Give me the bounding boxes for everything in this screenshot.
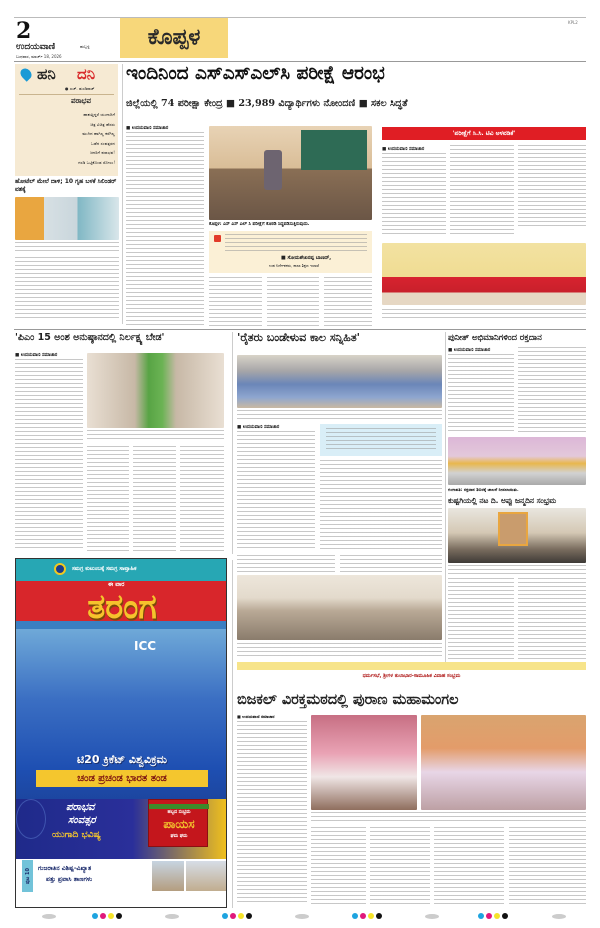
pm15-body-col-4 bbox=[180, 446, 224, 551]
camel-photo bbox=[186, 861, 226, 891]
section-title: ಕೊಪ್ಪಳ bbox=[147, 25, 201, 50]
registration-oval bbox=[42, 914, 56, 919]
registration-oval bbox=[425, 914, 439, 919]
column-rule bbox=[232, 332, 233, 554]
pm15-body-col-1 bbox=[15, 359, 83, 551]
yellow-band bbox=[237, 662, 586, 670]
leaf-decoration bbox=[149, 804, 209, 809]
appu-photo-caption bbox=[448, 565, 586, 575]
bijakal-photo-1 bbox=[311, 715, 417, 810]
magenta-dot bbox=[486, 913, 492, 919]
magenta-dot bbox=[360, 913, 366, 919]
pm15-body-col-3 bbox=[133, 446, 176, 551]
puneeth-photo bbox=[448, 437, 586, 485]
pm15-byline: ■ ಉದಯವಾಣಿ ಸಮಾಚಾರ bbox=[15, 353, 58, 358]
appu-headline: ಕುಷ್ಟಗಿಯಲ್ಲಿ ನಟ ದಿ. ಅಪ್ಪು ಜನ್ಮದಿನ ಸಂಭ್ರಮ bbox=[448, 496, 557, 505]
cctv-photo-caption bbox=[382, 309, 586, 319]
magenta-dot bbox=[230, 913, 236, 919]
cctv-body-col-3 bbox=[518, 145, 586, 229]
gujarat-line-1: ಗುಜರಾತಿನ ವಿಶಿಷ್ಟ-ವಿಖ್ಯಾತ bbox=[38, 865, 92, 872]
section-banner bbox=[120, 18, 228, 58]
police-photo-caption bbox=[237, 643, 442, 657]
payasa-top: ಹಬ್ಬದ ಸಂಭ್ರಮ bbox=[167, 810, 191, 815]
bijakal-body-col-5 bbox=[509, 827, 586, 905]
ad-team-line: ಚಂಡ ಪ್ರಚಂಡ ಭಾರತ ತಂಡ bbox=[36, 770, 208, 787]
color-registration-marks bbox=[352, 913, 382, 919]
pm15-photo-caption bbox=[87, 430, 224, 440]
gas-photo-caption bbox=[15, 242, 119, 254]
cctv-byline: ■ ಉದಯವಾಣಿ ಸಮಾಚಾರ bbox=[382, 147, 425, 152]
registration-oval bbox=[552, 914, 566, 919]
lead-body-col-1 bbox=[126, 132, 204, 328]
gujarat-line-2: ಪತ್ತು ಪ್ರವಾಸಿ ತಾಣಗಳು bbox=[46, 876, 93, 883]
lead-subhead: ಜಿಲ್ಲೆಯಲ್ಲಿ 74 ಪರೀಕ್ಷಾ ಕೇಂದ್ರ ■ 23,989 ವಿದ್ಯಾರ್ಥಿಗಳು ನೋಂದಣಿ ■ ಸಕಲ ಸಿದ್ಧತೆ bbox=[126, 98, 408, 109]
lead-body-col-2 bbox=[209, 277, 262, 327]
puneeth-photo-caption: ಗಂಗಾವತಿ: ರಕ್ತದಾನ ಶಿಬಿರಕ್ಕೆ ಚಾಲನೆ ನೀಡಲಾಯಿತು. bbox=[448, 487, 519, 492]
cyan-dot bbox=[92, 913, 98, 919]
payasa-bottom: ಘಮ ಘಮ bbox=[170, 834, 188, 839]
payasa-box bbox=[148, 799, 208, 847]
cctv-body-col-1 bbox=[382, 153, 446, 237]
pm15-body-col-2 bbox=[87, 446, 129, 551]
issue-date: ಬುಧವಾರ, ಮಾರ್ಚ್ 18, 2026 bbox=[16, 54, 62, 59]
bijakal-kicker: ಧರ್ಮಸಭೆ, ಶ್ರೀಗಳ ತುಲಾಭಾರ-ಸಾಮೂಹಿಕ ವಿವಾಹ ಸಂಭ್ರಮ bbox=[362, 673, 461, 679]
appu-photo bbox=[448, 508, 586, 563]
masthead-rule bbox=[14, 61, 586, 62]
farmers-body-col-3 bbox=[237, 555, 335, 572]
statue-photo bbox=[152, 861, 184, 891]
edition-tag: ಹುಬ್ಬಳ್ಳಿ bbox=[80, 44, 90, 49]
section-rule bbox=[14, 329, 586, 330]
police-meeting-photo bbox=[237, 575, 442, 640]
farmers-body-col-1 bbox=[237, 431, 315, 551]
color-registration-marks bbox=[222, 913, 252, 919]
page-number: 2 bbox=[16, 18, 32, 44]
poem-line: ಮುಗಿದ ಹಾಗಿಲ್ಲ ಕರೆಗಿಲ್ಲ bbox=[82, 131, 115, 137]
pm15-meeting-photo bbox=[87, 353, 224, 428]
poem-line: ಒಡೆದ ಸಂವತ್ಸರದ bbox=[91, 140, 115, 146]
ad-cricket-line: ಟಿ20 ಕ್ರಿಕೆಟ್ ವಿಶ್ವವಿಕ್ರಮ bbox=[77, 753, 167, 766]
gas-headline: ಹೋಟೆಲ್ ಮೇಲೆ ದಾಳಿ; 10 ಗೃಹ ಬಳಕೆ ಸಿಲಿಂಡರ್ ವಶಕ್ಕೆ bbox=[15, 178, 117, 193]
puneeth-byline: ■ ಉದಯವಾಣಿ ಸಮಾಚಾರ bbox=[448, 348, 491, 353]
taranga-advertisement[interactable] bbox=[15, 558, 227, 908]
puneeth-body-col-1 bbox=[448, 354, 514, 434]
poem-line: ಗರಡಿ ಒಟ್ಟಿಕೊಂಡ ಸೋಲು! bbox=[78, 159, 115, 165]
lead-photo-caption: ಕೊಪ್ಪಳ: ಎಸ್ ಎಸ್ ಎಲ್ ಸಿ ಪರೀಕ್ಷೆಗೆ ಕೊಠಡಿ ಸಿದ್ಧಪಡಿಸುತ್ತಿರುವುದು. bbox=[209, 222, 310, 227]
farmers-byline: ■ ಉದಯವಾಣಿ ಸಮಾಚಾರ bbox=[237, 425, 280, 430]
hani-dani-box bbox=[15, 64, 118, 176]
farmers-body-col-4 bbox=[340, 555, 442, 572]
lead-body-col-3 bbox=[267, 277, 319, 327]
ugadi-bhavishya: ಯುಗಾದಿ ಭವಿಷ್ಯ bbox=[52, 830, 101, 840]
poem-line: ಚಿತ್ರ ವಿಚಿತ್ರ ಹೆಸರು bbox=[90, 121, 115, 127]
highlight-text bbox=[326, 428, 436, 452]
yellow-dot bbox=[368, 913, 374, 919]
hani-dani-title-1: ಹನಿ bbox=[37, 65, 56, 83]
ad-brand: ತರಂಗ bbox=[87, 587, 157, 627]
magenta-dot bbox=[100, 913, 106, 919]
poem-line: ಜನರಿಗೆ ಪರಾಭವ! bbox=[90, 150, 115, 156]
yellow-dot bbox=[108, 913, 114, 919]
puneeth-body-col-2 bbox=[518, 347, 586, 434]
pm15-headline: 'ಪಿಎಂ 15 ಅಂಶ ಅನುಷ್ಠಾನದಲ್ಲಿ ನಿರ್ಲಕ್ಷ್ಯ ಬೇಡ' bbox=[15, 332, 165, 343]
quote-role: ಉಪ ನಿರ್ದೇಶಕರು, ಶಾಲಾ ಶಿಕ್ಷಣ ಇಲಾಖೆ bbox=[269, 263, 320, 268]
bijakal-byline: ■ ಉದಯವಾಣಿ ಸಮಾಚಾರ bbox=[237, 714, 275, 719]
bijakal-body-col-4 bbox=[434, 827, 504, 905]
farmers-headline: 'ರೈತರು ಬಂಡೇಳುವ ಕಾಲ ಸನ್ನಿಹಿತ' bbox=[237, 331, 361, 344]
page-tag-box bbox=[22, 860, 33, 892]
cctv-meeting-photo bbox=[382, 243, 586, 305]
bijakal-headline: ಬಿಜಕಲ್ ವಿರಕ್ತಮಠದಲ್ಲಿ ಪುರಾಣ ಮಹಾಮಂಗಲ bbox=[237, 692, 459, 708]
black-dot bbox=[246, 913, 252, 919]
ad-brand-small: ಈ ವಾರ bbox=[108, 581, 125, 588]
puneeth-headline: ಪುನೀತ್ ಅಭಿಮಾನಿಗಳಿಂದ ರಕ್ತದಾನ bbox=[448, 332, 542, 342]
lead-body-col-4 bbox=[324, 277, 372, 327]
lead-byline: ■ ಉದಯವಾಣಿ ಸಮಾಚಾರ bbox=[126, 126, 169, 131]
appu-body-col-1 bbox=[448, 578, 514, 660]
bijakal-body-col-2 bbox=[311, 827, 366, 905]
paper-name: ಉದಯವಾಣಿ bbox=[16, 42, 56, 52]
appu-body-col-2 bbox=[518, 578, 586, 660]
gas-body-text bbox=[15, 257, 119, 321]
ad-tagline: ಸಮಗ್ರ ಕುಟುಂಬಕ್ಕೆ ಸಮಗ್ರ ಸಾಪ್ತಾಹಿಕ bbox=[72, 566, 137, 572]
lead-headline: ಇಂದಿನಿಂದ ಎಸ್‌ಎಸ್‌ಎಲ್‌ಸಿ ಪರೀಕ್ಷೆ ಆರಂಭ bbox=[126, 63, 385, 84]
black-dot bbox=[502, 913, 508, 919]
quote-text bbox=[225, 234, 367, 253]
gas-photo bbox=[15, 197, 119, 240]
column-rule bbox=[445, 332, 446, 662]
hani-dani-title-2: ದನಿ bbox=[77, 65, 96, 83]
top-rule bbox=[14, 17, 586, 18]
color-registration-marks bbox=[92, 913, 122, 919]
hani-dani-author: ● ಎಚ್. ಡುಂಡಿರಾಜ್ bbox=[65, 86, 95, 91]
black-dot bbox=[116, 913, 122, 919]
cyan-dot bbox=[222, 913, 228, 919]
column-rule bbox=[122, 64, 123, 324]
zodiac-wheel-icon bbox=[16, 799, 46, 839]
poem-title: ಪರಾಭವ bbox=[71, 97, 91, 105]
lead-photo bbox=[209, 126, 372, 220]
bijakal-photo-caption bbox=[311, 812, 586, 824]
poem-body bbox=[45, 110, 115, 168]
color-registration-marks bbox=[478, 913, 508, 919]
divider bbox=[19, 94, 114, 95]
farmers-highlight-box bbox=[320, 424, 442, 456]
cctv-body-col-2 bbox=[450, 145, 514, 237]
samvatsara-line-2: ಸಂವತ್ಸರ bbox=[68, 815, 96, 826]
registration-oval bbox=[295, 914, 309, 919]
farmers-body-col-2 bbox=[320, 460, 442, 551]
cyan-dot bbox=[352, 913, 358, 919]
bijakal-body-col-3 bbox=[370, 827, 430, 905]
yellow-dot bbox=[494, 913, 500, 919]
quote-author: ■ ಸೋಮಶೇಖರಪ್ಪ ಬಾಣದ್, bbox=[281, 255, 332, 261]
water-drop-icon bbox=[18, 66, 34, 82]
bijakal-photo-2 bbox=[421, 715, 586, 810]
chalkboard bbox=[301, 130, 367, 170]
payasa-title: ಪಾಯಸ bbox=[163, 817, 195, 831]
cyan-dot bbox=[478, 913, 484, 919]
emblem-icon bbox=[54, 563, 66, 575]
icc-logo-text: ICC bbox=[134, 639, 157, 653]
thumbs-up-icon bbox=[214, 235, 221, 242]
bijakal-body-col-1 bbox=[237, 721, 307, 905]
portrait bbox=[498, 512, 528, 546]
page-tag: ಪುಟ 10 bbox=[25, 867, 31, 885]
page-code: KPL2 bbox=[568, 20, 578, 25]
farmers-photo bbox=[237, 355, 442, 408]
person bbox=[264, 150, 282, 190]
farmers-photo-caption bbox=[237, 410, 442, 420]
column-rule bbox=[232, 560, 233, 908]
quote-box bbox=[209, 231, 372, 273]
registration-oval bbox=[165, 914, 179, 919]
poem-line: ಹಾಕುತ್ತಿದ್ದರೆ ಯುಗಾದಿಗೆ bbox=[83, 112, 115, 117]
cctv-banner: 'ಪರೀಕ್ಷೆಗೆ ಸಿ.ಸಿ. ಟಿವಿ ಅಳವಡಿಕೆ' bbox=[382, 127, 586, 140]
samvatsara-line-1: ಪರಾಭವ bbox=[66, 802, 95, 813]
yellow-dot bbox=[238, 913, 244, 919]
black-dot bbox=[376, 913, 382, 919]
